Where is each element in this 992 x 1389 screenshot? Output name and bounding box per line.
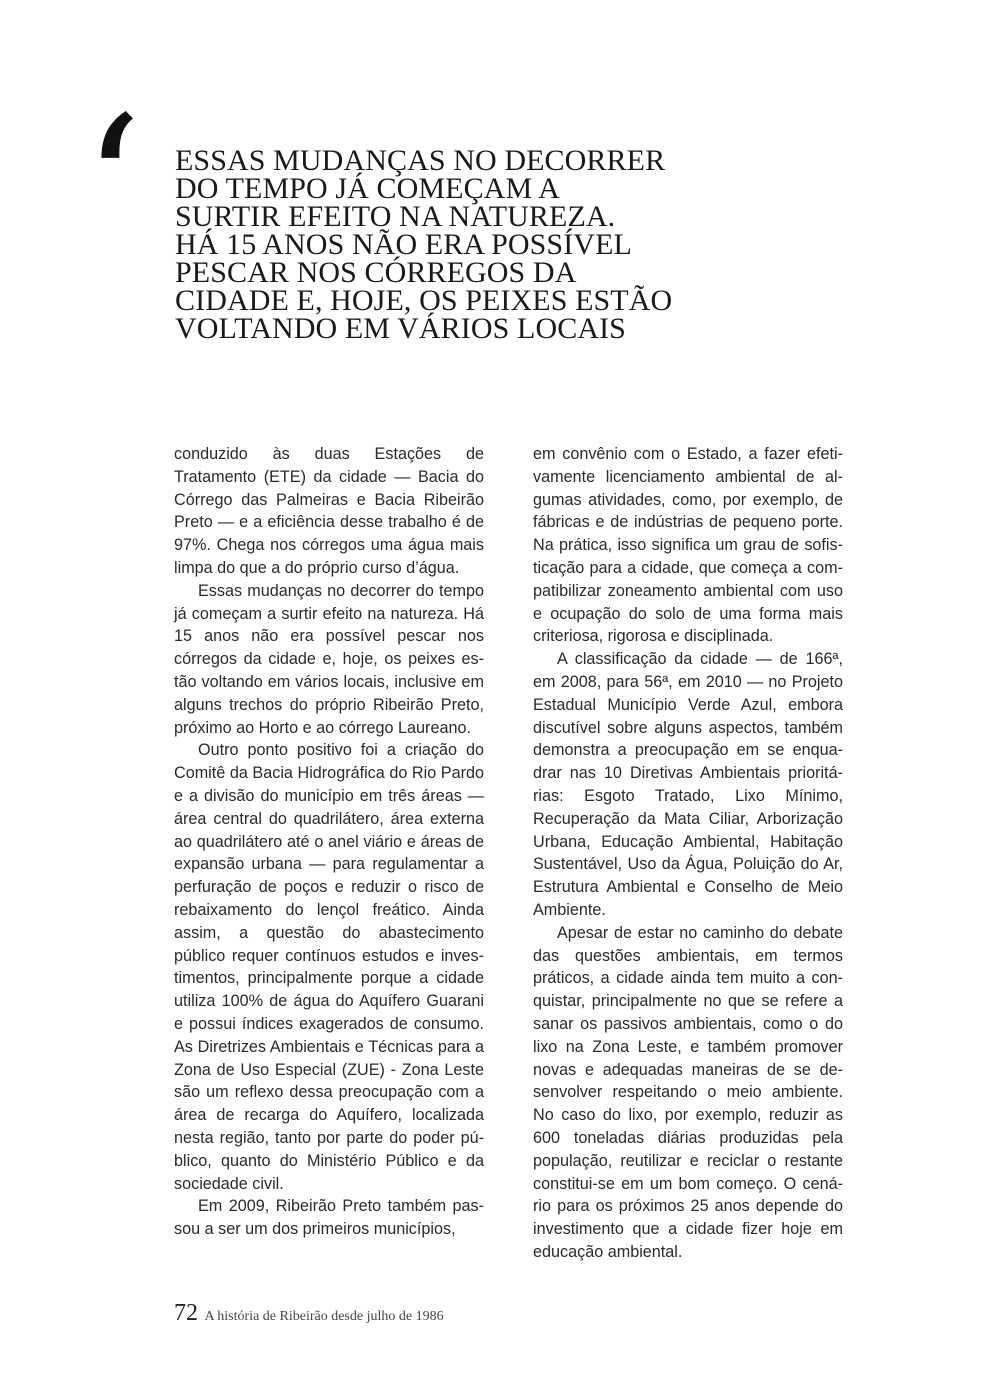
body-column-left <box>174 443 484 1241</box>
pull-quote-line: HÁ 15 ANOS NÃO ERA POSSÍVEL <box>175 228 632 261</box>
pull-quote-line: SURTIR EFEITO NA NATUREZA. <box>175 200 616 233</box>
body-paragraph: Outro ponto positivo foi a criação do Comitê da Bacia Hidrográfica do Rio Pardo e a divisão do município em três áreas — área central do quadrilátero, área externa ao quadrilátero até o anel viário e áreas de expansão urbana — para regulamentar a perfuração de poços e reduzir o risco de rebaixamento do lençol freático. Ainda assim, a questão do abastecimento público requer contínuos estudos e investimentos, principalmente porque a cidade utiliza 100% de água do Aquífero Guarani e possui índices exagerados de consumo. As Diretrizes Ambientais e Técnicas para a Zona de Uso Especial (ZUE) - Zona Leste são um reflexo dessa preocupação com a área de recarga do Aquífero, localizada nesta região, tanto por parte do poder público, quanto do Ministério Público e da sociedade civil. <box>174 741 484 1193</box>
body-paragraph: Essas mudanças no decorrer do tempo já começam a surtir efeito na natureza. Há 15 anos não era possível pescar nos córregos da cidade e, hoje, os peixes estão voltando em vários locais, inclusive em alguns trechos do próprio Ribeirão Preto, próximo ao Horto e ao córrego Laureano. <box>174 581 484 737</box>
body-column-right <box>533 443 843 1264</box>
page-footer <box>174 1300 444 1327</box>
body-paragraph: Apesar de estar no caminho do debate das questões ambientais, em termos práticos, a cidade ainda tem muito a conquistar, principalmente no que se refere a sanar os passivos ambientais, como o do lixo na Zona Leste, e também promover novas e adequadas maneiras de se desenvolver respeitando o meio ambiente. No caso do lixo, por exemplo, reduzir as 600 toneladas diárias produzidas pela população, reutilizar e reciclar o restante constitui-se em um bom começo. O cenário para os próximos 25 anos depende do investimento que a cidade fizer hoje em educação ambiental. <box>533 923 843 1261</box>
pull-quote-line: DO TEMPO JÁ COMEÇAM A <box>175 172 560 205</box>
book-title: A história de Ribeirão desde julho de 1986 <box>204 1309 444 1324</box>
pull-quote-line: CIDADE E, HOJE, OS PEIXES ESTÃO <box>175 284 673 317</box>
opening-quote-mark: ‘ <box>82 76 143 297</box>
pull-quote <box>175 144 675 345</box>
pull-quote-line: VOLTANDO EM VÁRIOS LOCAIS <box>175 312 626 345</box>
body-paragraph: A classificação da cidade — de 166ª, em 2008, para 56ª, em 2010 — no Projeto Estadual Município Verde Azul, embora discutível sobre alguns aspectos, também demonstra a preocupação em se enquadrar nas 10 Diretivas Ambientais prioritárias: Esgoto Tratado, Lixo Mínimo, Recuperação da Mata Ciliar, Arborização Urbana, Educação Ambiental, Habitação Sustentável, Uso da Água, Poluição do Ar, Estrutura Ambiental e Conselho de Meio Ambiente. <box>533 650 843 919</box>
body-paragraph: Em 2009, Ribeirão Preto também passou a ser um dos primeiros municípios, <box>174 1197 484 1239</box>
pull-quote-line: PESCAR NOS CÓRREGOS DA <box>175 256 577 289</box>
pull-quote-line: ESSAS MUDANÇAS NO DECORRER <box>175 144 666 177</box>
body-paragraph: em convênio com o Estado, a fazer efetivamente licenciamento ambiental de algumas atividades, como, por exemplo, de fábricas e de indústrias de pequeno porte. Na prática, isso significa um grau de sofisticação para a cidade, que começa a compatibilizar zoneamento ambiental com uso e ocupação do solo de uma forma mais criteriosa, rigorosa e disciplinada. <box>533 445 843 646</box>
body-paragraph: conduzido às duas Estações de Tratamento (ETE) da cidade — Bacia do Córrego das Palmeiras e Bacia Ribeirão Preto — e a eficiência desse trabalho é de 97%. Chega nos córregos uma água mais limpa do que a do próprio curso d’água. <box>174 445 484 577</box>
page-number: 72 <box>174 1300 198 1326</box>
